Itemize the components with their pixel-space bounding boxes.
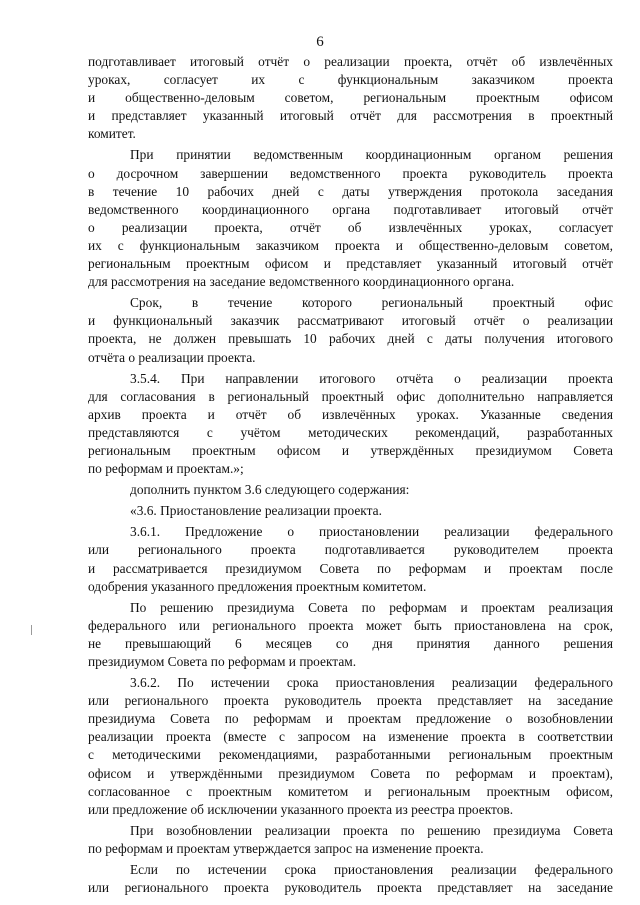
text-line: 3.5.4. При направлении итогового отчёта о реализации проекта [130, 370, 613, 386]
paragraph [88, 146, 613, 291]
paragraph [88, 822, 613, 858]
text-line: по реформам и проектам утверждается запрос на изменение проекта. [88, 840, 484, 856]
text-line: комитет. [88, 126, 136, 142]
text-line: уроках, согласует их с функциональным заказчиком проекта [88, 72, 613, 88]
document-body [88, 53, 613, 897]
paragraph [88, 370, 613, 479]
text-line: При принятии ведомственным координационным органом решения [130, 147, 613, 163]
paragraph [88, 502, 613, 520]
text-line: в течение 10 рабочих дней с даты утверждения протокола заседания [88, 183, 613, 199]
text-line: и представляет указанный итоговый отчёт для рассмотрения в проектный [88, 108, 613, 124]
text-line: для рассмотрения на заседание ведомственного координационного органа. [88, 274, 515, 290]
paragraph [88, 674, 613, 819]
text-line: реализации проекта (вместе с запросом на изменение проекта в соответствии [88, 729, 613, 745]
text-line: о досрочном завершении ведомственного проекта руководитель проекта [88, 165, 613, 181]
paragraph [88, 523, 613, 595]
text-line: Если по истечении срока приостановления реализации федерального [130, 862, 613, 878]
text-line: президиума Совета по реформам и проектам предложение о возобновлении [88, 711, 613, 727]
text-line: или предложение об исключении указанного проекта из реестра проектов. [88, 801, 514, 817]
text-line: для согласования в региональный проектный офис дополнительно направляется [88, 388, 613, 404]
text-line: одобрения указанного предложения проектным комитетом. [88, 578, 427, 594]
text-line: и рассматривается президиумом Совета по реформам и проектам после [88, 560, 613, 576]
text-line: и функциональный заказчик рассматривают итоговый отчёт о реализации [88, 313, 613, 329]
text-line: президиумом Совета по реформам и проектам. [88, 654, 357, 669]
text-line: проекта, не должен превышать 10 рабочих дней с даты получения итогового [88, 331, 613, 347]
text-line: 3.6.1. Предложение о приостановлении реализации федерального [130, 524, 613, 540]
paragraph [88, 53, 613, 143]
text-line: или регионального проекта подготавливается руководителем проекта [88, 542, 613, 558]
paragraph [88, 599, 613, 671]
text-line: По решению президиума Совета по реформам и проектам реализация [130, 599, 613, 615]
text-line: или регионального проекта руководитель проекта представляет на заседание [88, 880, 613, 896]
paragraph [88, 861, 613, 897]
text-line: с методическими рекомендациями, разработанными региональным проектным [88, 747, 613, 763]
paragraph [88, 481, 613, 499]
text-line: архив проекта и отчёт об извлечённых уроках. Указанные сведения [88, 406, 613, 422]
text-line: о реализации проекта, отчёт об извлечённых уроках, согласует [88, 219, 613, 235]
text-line: 3.6.2. По истечении срока приостановления реализации федерального [130, 675, 613, 691]
text-line: федерального или регионального проекта может быть приостановлена на срок, [88, 617, 613, 633]
text-line: их с функциональным заказчиком проекта и общественно-деловым советом, [88, 237, 613, 253]
text-line: региональным проектным офисом и утверждённых президиумом Совета [88, 442, 613, 458]
text-line: согласованное с проектным комитетом и региональным проектным офисом, [88, 783, 613, 799]
text-line: представляются с учётом методических рекомендаций, разработанных [88, 424, 613, 440]
text-line: или регионального проекта руководитель проекта представляет на заседание [88, 693, 613, 709]
text-line: Срок, в течение которого региональный проектный офис [130, 295, 613, 311]
text-line: региональным проектным офисом и представляет указанный итоговый отчёт [88, 256, 613, 272]
text-line: не превышающий 6 месяцев со дня принятия данного решения [88, 635, 613, 651]
text-line: «3.6. Приостановление реализации проекта. [130, 503, 382, 519]
text-line: по реформам и проектам.»; [88, 461, 244, 477]
text-line: и общественно-деловым советом, региональным проектным офисом [88, 90, 613, 106]
margin-mark [31, 625, 32, 635]
paragraph [88, 294, 613, 366]
page-number: 6 [316, 34, 324, 50]
text-line: дополнить пунктом 3.6 следующего содержания: [130, 482, 410, 498]
text-line: При возобновлении реализации проекта по решению президиума Совета [130, 822, 613, 838]
text-line: ведомственного координационного органа подготавливает итоговый отчёт [88, 201, 613, 217]
text-line: отчёта о реализации проекта. [88, 349, 256, 365]
text-line: подготавливает итоговый отчёт о реализации проекта, отчёт об извлечённых [88, 54, 613, 69]
text-line: офисом и утверждёнными президиумом Совета по реформам и проектам), [88, 765, 613, 781]
